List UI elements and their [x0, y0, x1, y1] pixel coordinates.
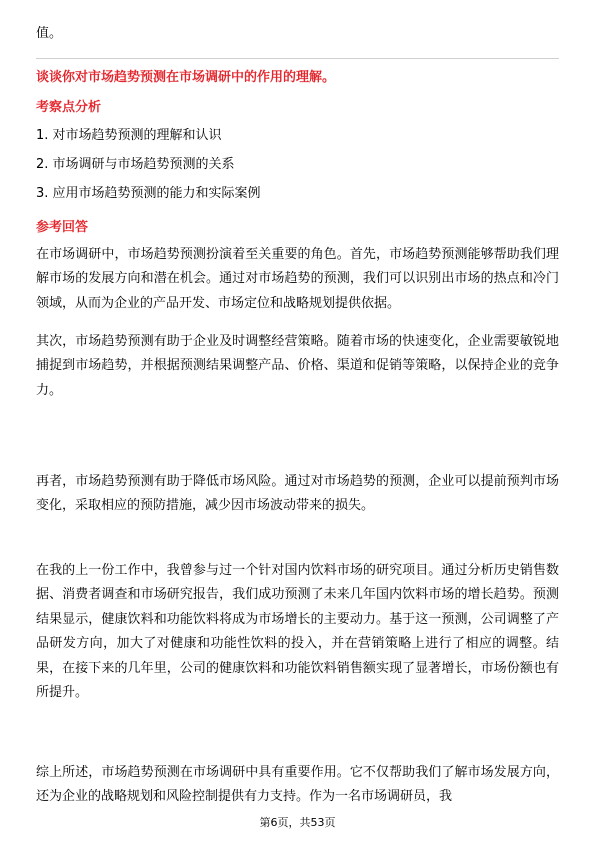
answer-heading: 参考回答 [36, 220, 89, 235]
answer-paragraph-2: 其次，市场趋势预测有助于企业及时调整经营策略。随着市场的快速变化，企业需要敏锐地捕捉到市场趋势，并根据预测结果调整产品、价格、渠道和促销等策略，以保持企业的竞争力。 [36, 334, 559, 398]
analysis-heading: 考察点分析 [36, 100, 102, 115]
answer-paragraph-4: 在我的上一份工作中，我曾参与过一个针对国内饮料市场的研究项目。通过分析历史销售数据、消费者调查和市场研究报告，我们成功预测了未来几年国内饮料市场的增长趋势。预测结果显示，健康饮料和功能饮料将成为市场增长的主要动力。基于这一预测，公司调整了产品研发方向，加大了对健康和功能性饮料的投入，并在营销策略上进行了相应的调整。结果，在接下来的几年里，公司的健康饮料和功能饮料销售额实现了显著增长，市场份额也有所提升。 [36, 563, 559, 701]
section-divider [36, 58, 559, 59]
carryover-text: 值。 [36, 26, 63, 41]
analysis-point-3: 3. 应用市场趋势预测的能力和实际案例 [36, 186, 261, 201]
answer-paragraph-1: 在市场调研中，市场趋势预测扮演着至关重要的角色。首先，市场趋势预测能够帮助我们理解市场的发展方向和潜在机会。通过对市场趋势的预测，我们可以识别出市场的热点和冷门领域，从而为企业的产品开发、市场定位和战略规划提供依据。 [36, 247, 559, 311]
page-number: 第6页，共53页 [259, 816, 336, 829]
analysis-point-2: 2. 市场调研与市场趋势预测的关系 [36, 157, 235, 172]
answer-paragraph-3: 再者，市场趋势预测有助于降低市场风险。通过对市场趋势的预测，企业可以提前预判市场变化，采取相应的预防措施，减少因市场波动带来的损失。 [36, 474, 559, 514]
question-heading: 谈谈你对市场趋势预测在市场调研中的作用的理解。 [36, 70, 336, 85]
answer-paragraph-5: 综上所述，市场趋势预测在市场调研中具有重要作用。它不仅帮助我们了解市场发展方向，还为企业的战略规划和风险控制提供有力支持。作为一名市场调研员，我 [36, 765, 559, 805]
analysis-point-1: 1. 对市场趋势预测的理解和认识 [36, 128, 222, 143]
